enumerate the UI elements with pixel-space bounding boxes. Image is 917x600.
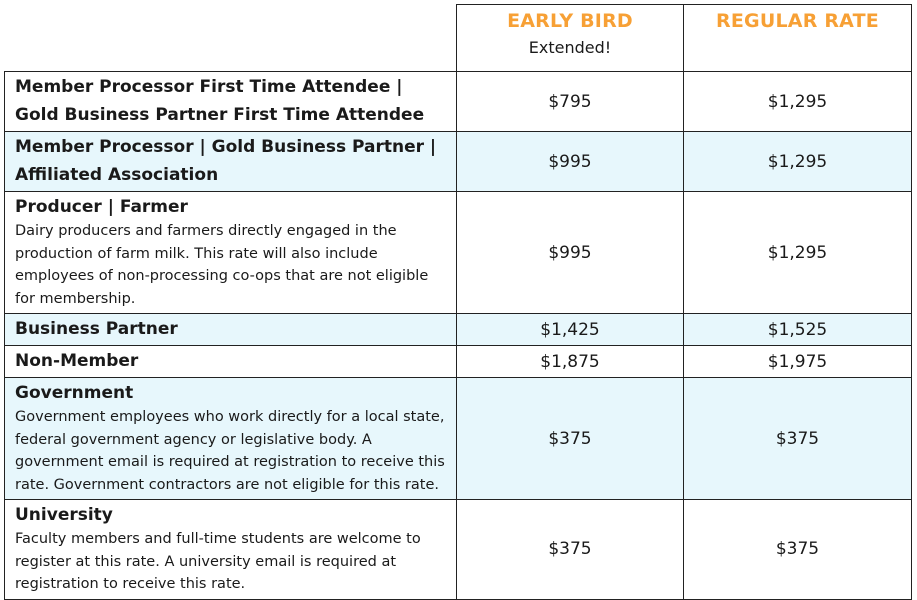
category-description: register at this rate. A university email is required at bbox=[15, 553, 397, 570]
table-row bbox=[5, 132, 912, 192]
category-title: University bbox=[15, 505, 113, 525]
category-cell bbox=[5, 132, 457, 192]
early-bird-price: $795 bbox=[457, 72, 684, 132]
category-title: Gold Business Partner First Time Attendee bbox=[15, 105, 425, 125]
regular-rate-price: $1,295 bbox=[684, 192, 912, 314]
category-title: Business Partner bbox=[15, 319, 178, 339]
header-row bbox=[5, 5, 912, 72]
regular-rate-price: $1,295 bbox=[684, 132, 912, 192]
early-bird-header bbox=[457, 5, 684, 72]
regular-rate-price: $1,295 bbox=[684, 72, 912, 132]
category-title: Producer | Farmer bbox=[15, 197, 188, 217]
regular-rate-price: $1,525 bbox=[684, 314, 912, 346]
category-description: government email is required at registration to receive this bbox=[15, 454, 445, 470]
early-bird-note: Extended! bbox=[528, 38, 612, 57]
table-row bbox=[5, 192, 912, 314]
category-title: Government bbox=[15, 383, 134, 403]
regular-rate-header bbox=[684, 5, 912, 72]
category-title: Affiliated Association bbox=[15, 165, 219, 185]
early-bird-price: $375 bbox=[457, 500, 684, 600]
category-cell bbox=[5, 72, 457, 132]
category-description: Dairy producers and farmers directly engaged in the bbox=[15, 223, 397, 239]
category-cell bbox=[5, 314, 457, 346]
category-description: employees of non-processing co-ops that are not eligible bbox=[15, 268, 429, 284]
category-cell bbox=[5, 346, 457, 378]
category-title: Member Processor First Time Attendee | bbox=[15, 77, 403, 97]
regular-rate-price: $375 bbox=[684, 500, 912, 600]
category-title: Member Processor | Gold Business Partner | bbox=[15, 137, 437, 157]
category-description: production of farm milk. This rate will also include bbox=[15, 245, 378, 262]
table-row bbox=[5, 500, 912, 600]
early-bird-price: $995 bbox=[457, 192, 684, 314]
category-cell bbox=[5, 192, 457, 314]
category-description: for membership. bbox=[15, 290, 136, 307]
pricing-table bbox=[4, 4, 912, 600]
category-description: Government employees who work directly for a local state, bbox=[15, 409, 445, 425]
category-description: rate. Government contractors are not eligible for this rate. bbox=[15, 476, 439, 493]
category-cell bbox=[5, 378, 457, 500]
early-bird-price: $1,425 bbox=[457, 314, 684, 346]
category-description: Faculty members and full-time students are welcome to bbox=[15, 531, 421, 547]
table-row bbox=[5, 314, 912, 346]
category-title: Non-Member bbox=[15, 351, 139, 371]
category-description: federal government agency or legislative body. A bbox=[15, 431, 372, 448]
table-row bbox=[5, 346, 912, 378]
regular-rate-price: $375 bbox=[684, 378, 912, 500]
early-bird-price: $375 bbox=[457, 378, 684, 500]
early-bird-price: $1,875 bbox=[457, 346, 684, 378]
category-cell bbox=[5, 500, 457, 600]
early-bird-price: $995 bbox=[457, 132, 684, 192]
early-bird-label: EARLY BIRD bbox=[507, 10, 633, 32]
regular-rate-label: REGULAR RATE bbox=[716, 10, 879, 32]
table-row bbox=[5, 378, 912, 500]
category-description: registration to receive this rate. bbox=[15, 576, 246, 592]
regular-rate-price: $1,975 bbox=[684, 346, 912, 378]
blank-header-cell bbox=[5, 5, 457, 72]
table-row bbox=[5, 72, 912, 132]
